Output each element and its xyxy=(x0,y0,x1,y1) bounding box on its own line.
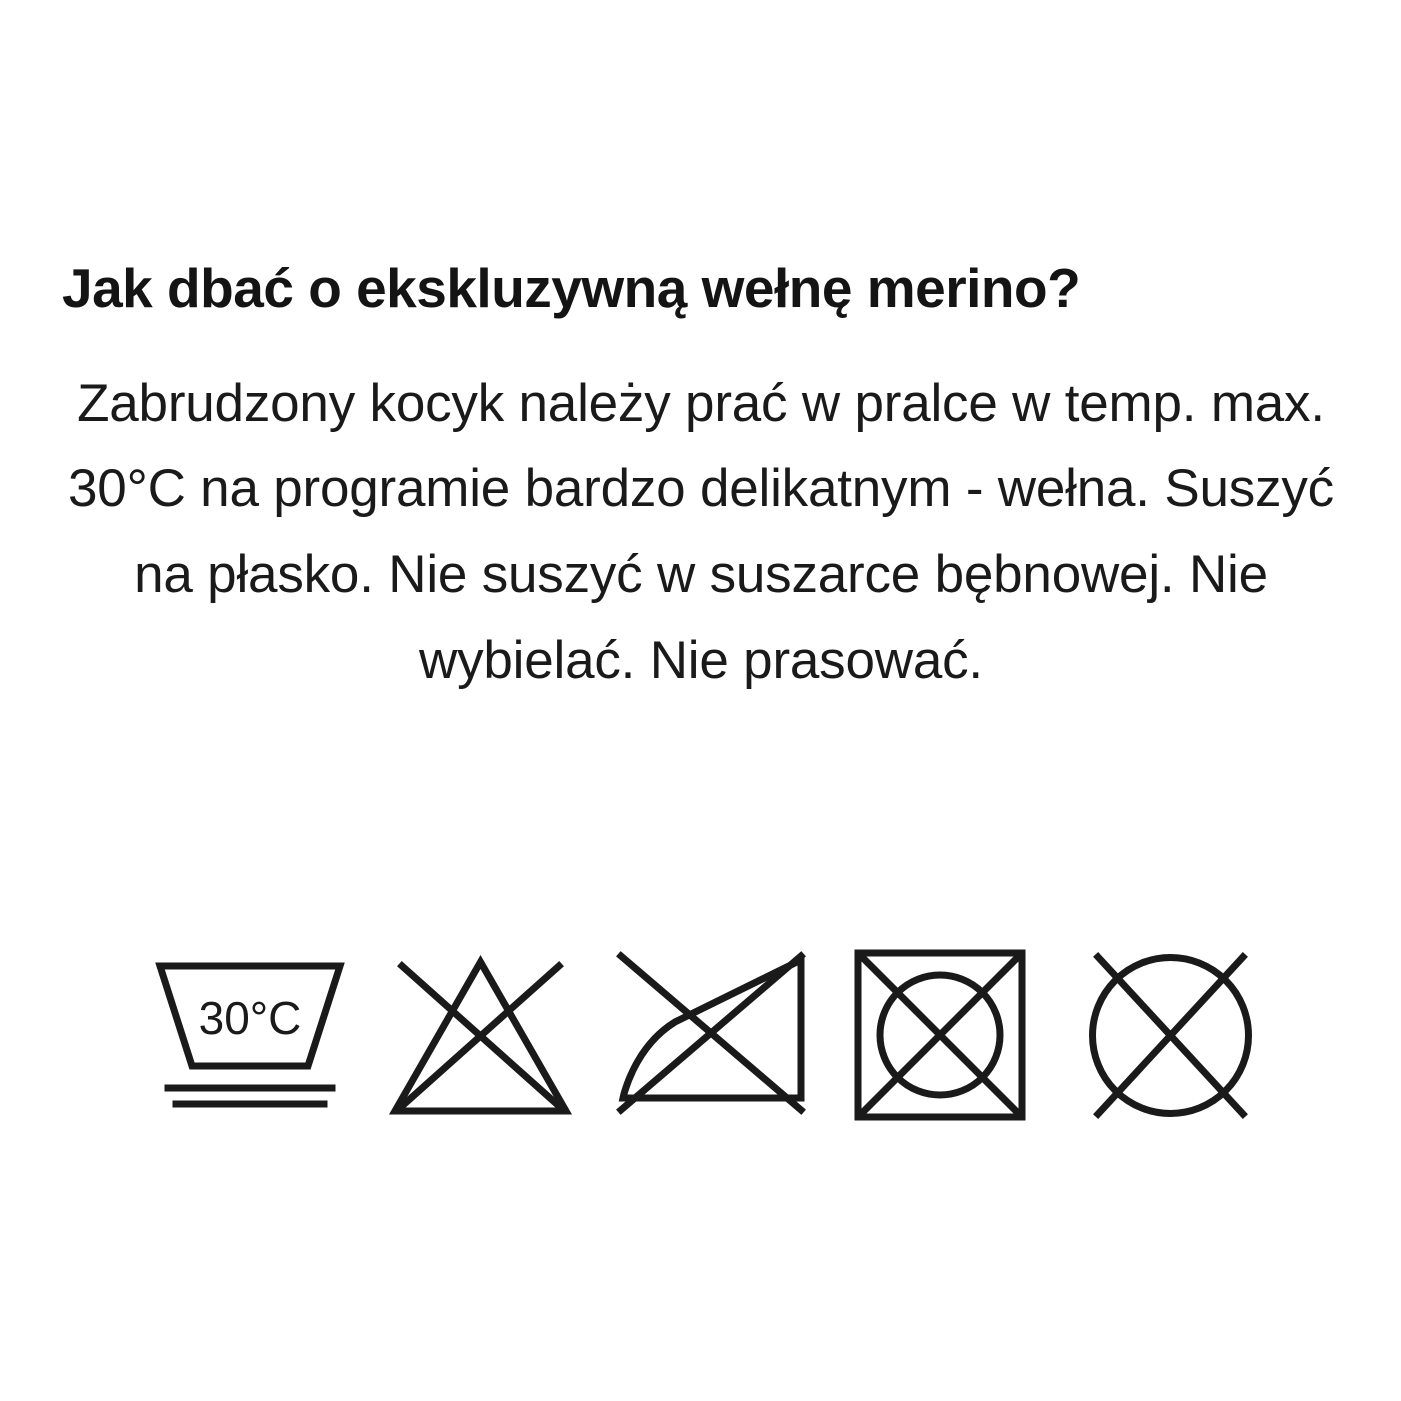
do-not-bleach-icon xyxy=(380,935,580,1135)
page-title: Jak dbać o ekskluzywną wełnę merino? xyxy=(62,257,1081,319)
text-block xyxy=(62,258,1340,704)
care-description: Zabrudzony kocyk należy prać w pralce w temp. max. 30°C na programie bardzo delikatnym - wełna. Suszyć na płasko. Nie suszyć w suszarce bębnowej. Nie wybielać. Nie prasować. xyxy=(68,373,1334,691)
do-not-tumble-dry-icon xyxy=(1070,935,1270,1135)
wash-30-degrees-icon xyxy=(150,935,350,1135)
do-not-dry-clean-icon xyxy=(840,935,1040,1135)
wash-temperature-label: 30°C xyxy=(198,991,302,1044)
care-symbol-row xyxy=(150,935,1270,1135)
do-not-iron-icon xyxy=(610,935,810,1135)
